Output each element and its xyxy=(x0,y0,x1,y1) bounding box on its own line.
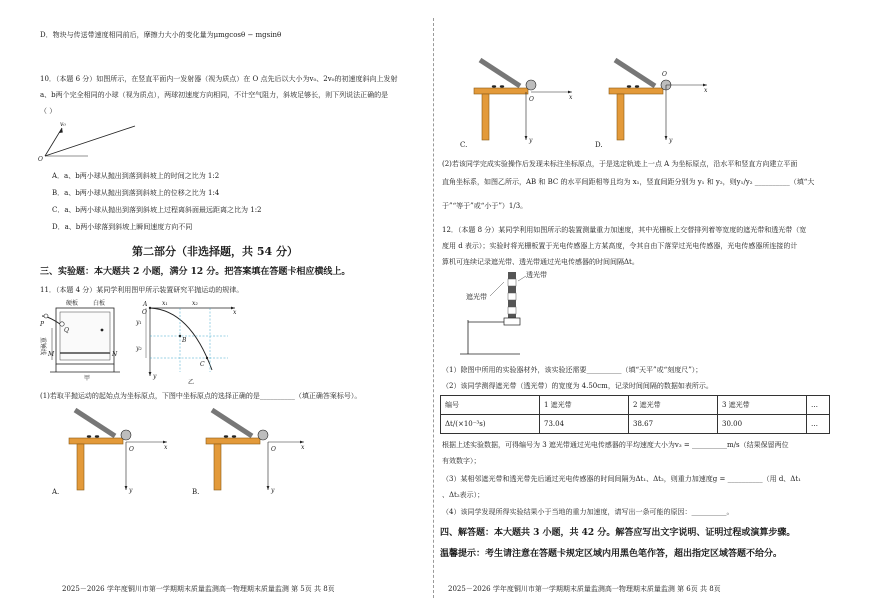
q12-p2-cont2: 有效数字）； xyxy=(442,457,481,465)
option-a-figure xyxy=(55,404,175,494)
table-header-cell: 2 遮光带 xyxy=(629,396,718,415)
q12-line1: 12．（本题 8 分）某同学利用如图所示的装置测量重力加速度，其中光栅板上交替排列着等宽度的遮光带和透光带（宽 xyxy=(442,226,807,234)
table-row xyxy=(441,415,830,434)
fig-jia-board1: 硬板 xyxy=(66,300,79,307)
fig-yi-caption: 乙 xyxy=(188,379,195,386)
q10-slope-figure xyxy=(40,118,140,163)
q12-p4: （4）该同学发现所得实验结果小于当地的重力加速度，请写出一条可能的原因：__________。 xyxy=(442,508,734,516)
page-footer-right: 2025－2026 学年度铜川市第一学期期末质量监测高一物理期末质量监测 第 6页 共 8页 xyxy=(448,585,721,593)
table-cell: 73.04 xyxy=(540,415,629,434)
warm-tip: 温馨提示：考生请注意在答题卡规定区域内用黑色笔作答，超出指定区域答题不给分。 xyxy=(440,549,783,559)
fig-yi-y1: y₁ xyxy=(136,319,142,326)
option-d-y: y xyxy=(669,137,673,144)
q12-line3: 算机可连续记录遮光带、透光带通过光电传感器的时间间隔Δt。 xyxy=(442,258,639,266)
fig-yi-x1a: x₁ xyxy=(162,300,168,307)
option-b-o: O xyxy=(271,446,276,453)
q10-answer-paren: （ ） xyxy=(40,107,57,115)
q9-option-d: D．物块与传送带速度相同前后，摩擦力大小的变化量为μmgcosθ − mgsinθ xyxy=(40,31,282,39)
table-row-label: Δt/(×10⁻³s) xyxy=(441,415,540,434)
q11-intro: 11．（本题 4 分）某同学利用图甲所示装置研究平抛运动的规律。 xyxy=(40,286,244,294)
page-divider xyxy=(433,18,434,598)
q11-part2-line1: (2)若该同学完成实验操作后发现未标注坐标原点，于是选定轨迹上一点 A 为坐标原点，沿水平和竖直方向建立平面 xyxy=(442,160,798,168)
table-header-cell: 编号 xyxy=(441,396,540,415)
fig-jia-n: N xyxy=(112,351,118,358)
q12-grating-figure xyxy=(460,268,590,360)
q12-data-table xyxy=(440,395,830,434)
table-header-row xyxy=(441,396,830,415)
q12-p2-cont1: 根据上述实验数据，可得编号为 3 遮光带通过光电传感器的平均速度大小为v₃ = __________m/s（结果保留两位 xyxy=(442,441,789,449)
fig-jia-plumb: 重锤线 xyxy=(39,337,46,356)
fig-jia-p: P xyxy=(40,321,45,328)
exam-page-left xyxy=(0,0,430,615)
option-d-o: O xyxy=(662,71,667,78)
q11-part2-line3: 于”“等于”或“小于”）1/3。 xyxy=(442,202,528,210)
q12-p2: （2）该同学测得遮光带（透光带）的宽度为 4.50cm，记录时间间隔的数据如表所示。 xyxy=(442,382,713,390)
fig-yi-c: C xyxy=(200,361,205,368)
q10-option-b: B．a、b两小球从抛出到落到斜坡上的位移之比为 1:4 xyxy=(52,189,220,197)
fig-yi-y: y xyxy=(153,373,157,380)
option-c-figure xyxy=(460,54,580,144)
q12-p3-line1: （3）某相邻遮光带和透光带先后通过光电传感器的时间间隔为Δt₁、Δt₂，则重力加速度g = __________（用 d、Δt₁ xyxy=(442,475,801,483)
option-a-y: y xyxy=(129,487,133,494)
fig12-tou-label: 透光带 xyxy=(526,271,547,279)
table-cell: … xyxy=(807,415,830,434)
fig-yi-x2: x₂ xyxy=(192,300,198,307)
fig-jia-m: M xyxy=(48,351,55,358)
q11-part1: (1)若取平抛运动的起始点为坐标原点，下图中坐标原点的选择正确的是__________（填正确答案标号）。 xyxy=(40,392,362,400)
q10-option-d: D．a、b两小球落到斜坡上瞬间速度方向不同 xyxy=(52,223,193,231)
option-c-x: x xyxy=(569,94,573,101)
fig-yi-a: A xyxy=(143,301,148,308)
fig-jia-apparatus xyxy=(38,298,138,380)
fig12-zhe-label: 遮光带 xyxy=(466,293,487,301)
fig-jia-board2: 白板 xyxy=(93,300,106,307)
part2-title: 第二部分（非选择题，共 54 分） xyxy=(132,245,298,258)
section4-title: 四、解答题：本大题共 3 小题，共 42 分。解答应写出文字说明、证明过程或演算步骤。 xyxy=(440,528,796,538)
q12-p3-line2: 、Δt₂表示）； xyxy=(442,491,485,499)
option-b-figure xyxy=(192,404,312,494)
option-d-caption: D. xyxy=(595,141,603,149)
option-c-y: y xyxy=(529,137,533,144)
table-cell: 38.67 xyxy=(629,415,718,434)
q10-option-a: A．a、b两小球从抛出到落到斜坡上的时间之比为 1:2 xyxy=(52,172,220,180)
table-header-cell: … xyxy=(807,396,830,415)
table-header-cell: 1 遮光带 xyxy=(540,396,629,415)
option-a-caption: A. xyxy=(52,488,60,496)
fig-yi-b: B xyxy=(182,337,187,344)
table-header-cell: 3 遮光带 xyxy=(718,396,807,415)
fig-yi-y2: y₂ xyxy=(136,345,142,352)
option-c-o: O xyxy=(529,96,534,103)
fig-jia-caption: 甲 xyxy=(84,375,91,382)
option-b-caption: B. xyxy=(192,488,200,496)
option-b-x: x xyxy=(301,444,305,451)
fig-yi-x: x xyxy=(233,309,237,316)
q11-part2-line2: 直角坐标系，如图乙所示，AB 和 BC 的水平间距相等且均为 x₁，竖直间距分别为 y₁ 和 y₂，则y₁/y₂ __________（填“大 xyxy=(442,178,815,186)
option-b-y: y xyxy=(271,487,275,494)
fig-jia-q: Q xyxy=(64,327,69,334)
q10-stem-line2: a、b两个完全相同的小球（视为质点），两球初速度方向相同，不计空气阻力，斜坡足够长，则下列说法正确的是 xyxy=(40,91,389,99)
page-footer-left: 2025－2026 学年度铜川市第一学期期末质量监测高一物理期末质量监测 第 5页 共 8页 xyxy=(62,585,335,593)
option-c-caption: C. xyxy=(460,141,468,149)
option-d-x: x xyxy=(704,87,708,94)
q10-option-c: C．a、b两小球从抛出到落到斜坡上过程离斜面最远距离之比为 1:2 xyxy=(52,206,262,214)
fig-yi-trajectory xyxy=(136,300,240,386)
option-a-o: O xyxy=(129,446,134,453)
fig-yi-o: O xyxy=(142,309,147,316)
option-a-x: x xyxy=(164,444,168,451)
q10-stem-line1: 10．（本题 6 分）如图所示，在竖直平面内一发射器（视为质点）在 O 点先后以大小为v₀、2v₀的初速度斜向上发射 xyxy=(40,75,398,83)
fig10-origin-label: O xyxy=(38,156,43,163)
option-d-figure xyxy=(595,54,715,144)
q12-p1: （1）除图中所用的实验器材外，该实验还需要__________（填“天平”或“刻度尺”）； xyxy=(442,366,703,374)
exam-page-right xyxy=(440,0,870,615)
table-cell: 30.00 xyxy=(718,415,807,434)
fig10-v0-label: v₀ xyxy=(60,121,66,128)
q12-line2: 度用 d 表示）；实验时将光栅板置于光电传感器上方某高度，令其自由下落穿过光电传感器，光电传感器所连接的计 xyxy=(442,242,798,250)
section3-title: 三、实验题：本大题共 2 小题，满分 12 分。把答案填在答题卡相应横线上。 xyxy=(40,267,351,277)
